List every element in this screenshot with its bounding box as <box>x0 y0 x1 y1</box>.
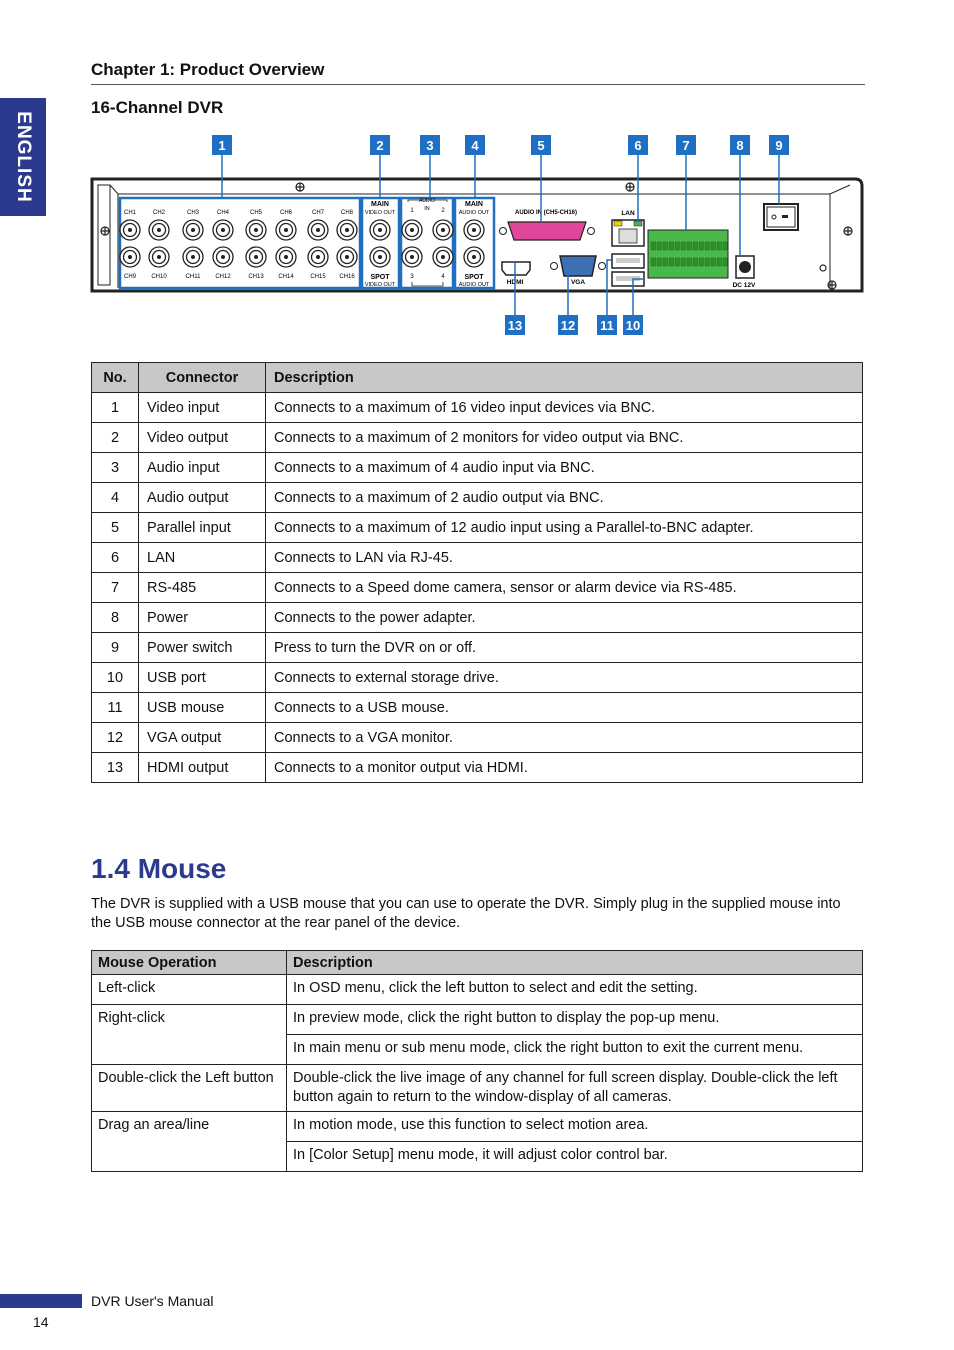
bnc-connector <box>464 247 484 267</box>
desc-drag-2: In [Color Setup] menu mode, it will adjust color control bar. <box>287 1142 863 1172</box>
bnc-connector <box>213 220 233 240</box>
section-subtitle: 16-Channel DVR <box>91 98 224 117</box>
table-row <box>92 693 863 723</box>
mouse-operation-table <box>91 950 863 1172</box>
bnc-connector <box>120 247 140 267</box>
row-connector: VGA output <box>139 723 266 753</box>
bnc-connector <box>149 220 169 240</box>
bnc-connector <box>120 220 140 240</box>
row-connector: RS-485 <box>139 573 266 603</box>
chapter-title: Chapter 1: Product Overview <box>91 60 325 79</box>
mouse-table-header <box>92 951 863 975</box>
bnc-connector <box>337 247 357 267</box>
connector-table <box>91 362 863 783</box>
callout-number: 7 <box>682 138 690 153</box>
table-row <box>92 483 863 513</box>
desc-right-click-2: In main menu or sub menu mode, click the right button to exit the current menu. <box>287 1035 863 1065</box>
header-connector: Connector <box>139 363 266 393</box>
row-number: 11 <box>92 693 139 723</box>
row-connector: USB mouse <box>139 693 266 723</box>
desc-drag-1: In motion mode, use this function to select motion area. <box>287 1112 863 1142</box>
row-number: 1 <box>92 393 139 423</box>
row-number: 6 <box>92 543 139 573</box>
table-row <box>92 753 863 783</box>
bnc-connector <box>337 220 357 240</box>
audio-num-3: 3 <box>410 274 414 280</box>
language-tab <box>0 98 46 216</box>
connector-table-header <box>92 363 863 393</box>
row-number: 8 <box>92 603 139 633</box>
video-in-label: CH16 <box>339 274 355 280</box>
table-row <box>92 663 863 693</box>
table-row <box>92 573 863 603</box>
audio-out-label-bottom: AUDIO OUT <box>458 282 490 288</box>
callout-number: 2 <box>376 138 384 153</box>
callout-number: 3 <box>426 138 434 153</box>
table-row <box>92 543 863 573</box>
row-description: Connects to external storage drive. <box>266 663 863 693</box>
callout-badge <box>420 135 440 155</box>
video-in-label: CH11 <box>185 274 201 280</box>
bnc-connector <box>276 220 296 240</box>
row-number: 13 <box>92 753 139 783</box>
desc-left-click: In OSD menu, click the left button to select and edit the setting. <box>287 975 863 1005</box>
callout-number: 12 <box>560 318 576 333</box>
bnc-connector <box>246 220 266 240</box>
audio-num-2: 2 <box>441 208 445 214</box>
op-drag: Drag an area/line <box>92 1112 287 1172</box>
bnc-connector <box>433 220 453 240</box>
table-row <box>92 723 863 753</box>
chapter-divider <box>91 84 865 85</box>
callout-number: 13 <box>507 318 523 333</box>
mouse-heading: 1.4 Mouse <box>91 853 227 884</box>
row-connector: Video input <box>139 393 266 423</box>
table-row <box>92 393 863 423</box>
header-mouse-operation: Mouse Operation <box>92 951 287 975</box>
bnc-connector <box>246 247 266 267</box>
vga-label: VGA <box>570 279 586 286</box>
row-description: Connects to a Speed dome camera, sensor or alarm device via RS-485. <box>266 573 863 603</box>
row-description: Press to turn the DVR on or off. <box>266 633 863 663</box>
audio-num-4: 4 <box>441 274 445 280</box>
row-number: 3 <box>92 453 139 483</box>
callout-badge <box>597 315 617 335</box>
lan-label: LAN <box>621 210 635 217</box>
bnc-connector <box>213 247 233 267</box>
bnc-connector <box>183 247 203 267</box>
video-in-label: CH15 <box>310 274 326 280</box>
dvr-rear-panel-diagram <box>90 130 865 340</box>
video-in-label: CH6 <box>279 210 293 216</box>
row-description: Connects to a USB mouse. <box>266 693 863 723</box>
bnc-connector <box>308 247 328 267</box>
row-description: Connects to a maximum of 16 video input devices via BNC. <box>266 393 863 423</box>
main-audio-label: MAIN <box>465 201 483 208</box>
bnc-connector <box>402 220 422 240</box>
header-description: Description <box>266 363 863 393</box>
row-description: Connects to LAN via RJ-45. <box>266 543 863 573</box>
audio-in-parallel-label: AUDIO IN (CH5-CH16) <box>514 210 578 216</box>
callout-number: 6 <box>634 138 642 153</box>
callout-number: 1 <box>218 138 226 153</box>
header-mouse-description: Description <box>287 951 863 975</box>
row-description: Connects to a maximum of 4 audio input via BNC. <box>266 453 863 483</box>
bnc-connector <box>183 220 203 240</box>
video-in-label: CH14 <box>278 274 294 280</box>
row-connector: Power <box>139 603 266 633</box>
video-in-label: CH1 <box>123 210 137 216</box>
video-in-label: CH4 <box>216 210 230 216</box>
callout-badge <box>505 315 525 335</box>
main-video-label: MAIN <box>371 201 389 208</box>
bnc-connector <box>433 247 453 267</box>
callout-badge <box>465 135 485 155</box>
video-in-label: CH13 <box>248 274 264 280</box>
row-number: 2 <box>92 423 139 453</box>
audio-out-label-top: AUDIO OUT <box>458 210 490 216</box>
desc-right-click-1: In preview mode, click the right button to display the pop-up menu. <box>287 1005 863 1035</box>
table-row <box>92 975 863 1005</box>
dc-label: DC 12V <box>732 282 756 289</box>
mouse-intro-paragraph: The DVR is supplied with a USB mouse that you can use to operate the DVR. Simply plug in the supplied mouse into the USB mouse connector at the rear panel of the device. <box>91 896 841 931</box>
callout-badge <box>531 135 551 155</box>
hdmi-port <box>502 262 530 275</box>
video-in-label: CH5 <box>249 210 263 216</box>
callout-badge <box>558 315 578 335</box>
video-in-label: CH9 <box>123 274 137 280</box>
callout-badge <box>730 135 750 155</box>
bnc-connector <box>464 220 484 240</box>
row-description: Connects to a monitor output via HDMI. <box>266 753 863 783</box>
bnc-connector <box>370 247 390 267</box>
row-number: 10 <box>92 663 139 693</box>
row-connector: Audio output <box>139 483 266 513</box>
video-in-label: CH3 <box>186 210 200 216</box>
hdmi-label: HDMI <box>506 279 524 286</box>
table-row <box>92 423 863 453</box>
row-number: 12 <box>92 723 139 753</box>
row-number: 9 <box>92 633 139 663</box>
spot-video-label: SPOT <box>370 274 390 281</box>
footer-bar <box>0 1294 82 1308</box>
callout-number: 8 <box>736 138 744 153</box>
callout-badge <box>676 135 696 155</box>
row-description: Connects to a maximum of 2 monitors for video output via BNC. <box>266 423 863 453</box>
callout-number: 5 <box>537 138 545 153</box>
row-connector: Video output <box>139 423 266 453</box>
row-description: Connects to a VGA monitor. <box>266 723 863 753</box>
desc-double-click: Double-click the live image of any channel for full screen display. Double-click the left button again to return to the window-display of all cameras. <box>287 1065 863 1112</box>
row-description: Connects to a maximum of 12 audio input using a Parallel-to-BNC adapter. <box>266 513 863 543</box>
table-row <box>92 633 863 663</box>
op-left-click: Left-click <box>92 975 287 1005</box>
table-row <box>92 1065 863 1112</box>
table-row <box>92 1112 863 1142</box>
callout-badge <box>769 135 789 155</box>
video-in-label: CH12 <box>215 274 231 280</box>
op-right-click: Right-click <box>92 1005 287 1065</box>
row-number: 4 <box>92 483 139 513</box>
table-row <box>92 603 863 633</box>
callout-number: 9 <box>775 138 783 153</box>
spot-audio-label: SPOT <box>464 274 484 281</box>
row-connector: Parallel input <box>139 513 266 543</box>
callout-badge <box>623 315 643 335</box>
row-number: 7 <box>92 573 139 603</box>
row-connector: HDMI output <box>139 753 266 783</box>
row-connector: USB port <box>139 663 266 693</box>
bnc-connector <box>276 247 296 267</box>
footer-title: DVR User's Manual <box>91 1293 214 1309</box>
video-out-label-top: VIDEO OUT <box>364 210 396 216</box>
row-description: Connects to a maximum of 2 audio output via BNC. <box>266 483 863 513</box>
audio-label: AUDIO <box>419 198 435 204</box>
callout-badge <box>212 135 232 155</box>
bnc-connector <box>149 247 169 267</box>
row-connector: Audio input <box>139 453 266 483</box>
bnc-connector <box>308 220 328 240</box>
bnc-connector <box>370 220 390 240</box>
table-row <box>92 453 863 483</box>
video-in-label: CH2 <box>152 210 166 216</box>
audio-in-label: IN <box>424 206 430 212</box>
parallel-connector <box>508 222 586 240</box>
video-in-label: CH10 <box>151 274 167 280</box>
header-no: No. <box>92 363 139 393</box>
row-number: 5 <box>92 513 139 543</box>
table-row <box>92 1005 863 1035</box>
callout-badge <box>628 135 648 155</box>
vga-port <box>560 256 596 276</box>
video-in-label: CH8 <box>340 210 354 216</box>
page-number: 14 <box>33 1314 49 1330</box>
rs485-terminal-block <box>648 230 728 278</box>
callout-number: 4 <box>471 138 479 153</box>
audio-num-1: 1 <box>410 208 414 214</box>
callout-number: 11 <box>600 318 614 333</box>
row-description: Connects to the power adapter. <box>266 603 863 633</box>
op-double-click: Double-click the Left button <box>92 1065 287 1112</box>
row-connector: LAN <box>139 543 266 573</box>
callout-number: 10 <box>625 318 641 333</box>
table-row <box>92 513 863 543</box>
video-out-label-bottom: VIDEO OUT <box>364 282 396 288</box>
callout-badge <box>370 135 390 155</box>
bnc-connector <box>402 247 422 267</box>
video-in-label: CH7 <box>311 210 325 216</box>
row-connector: Power switch <box>139 633 266 663</box>
language-tab-label: ENGLISH <box>13 111 34 203</box>
